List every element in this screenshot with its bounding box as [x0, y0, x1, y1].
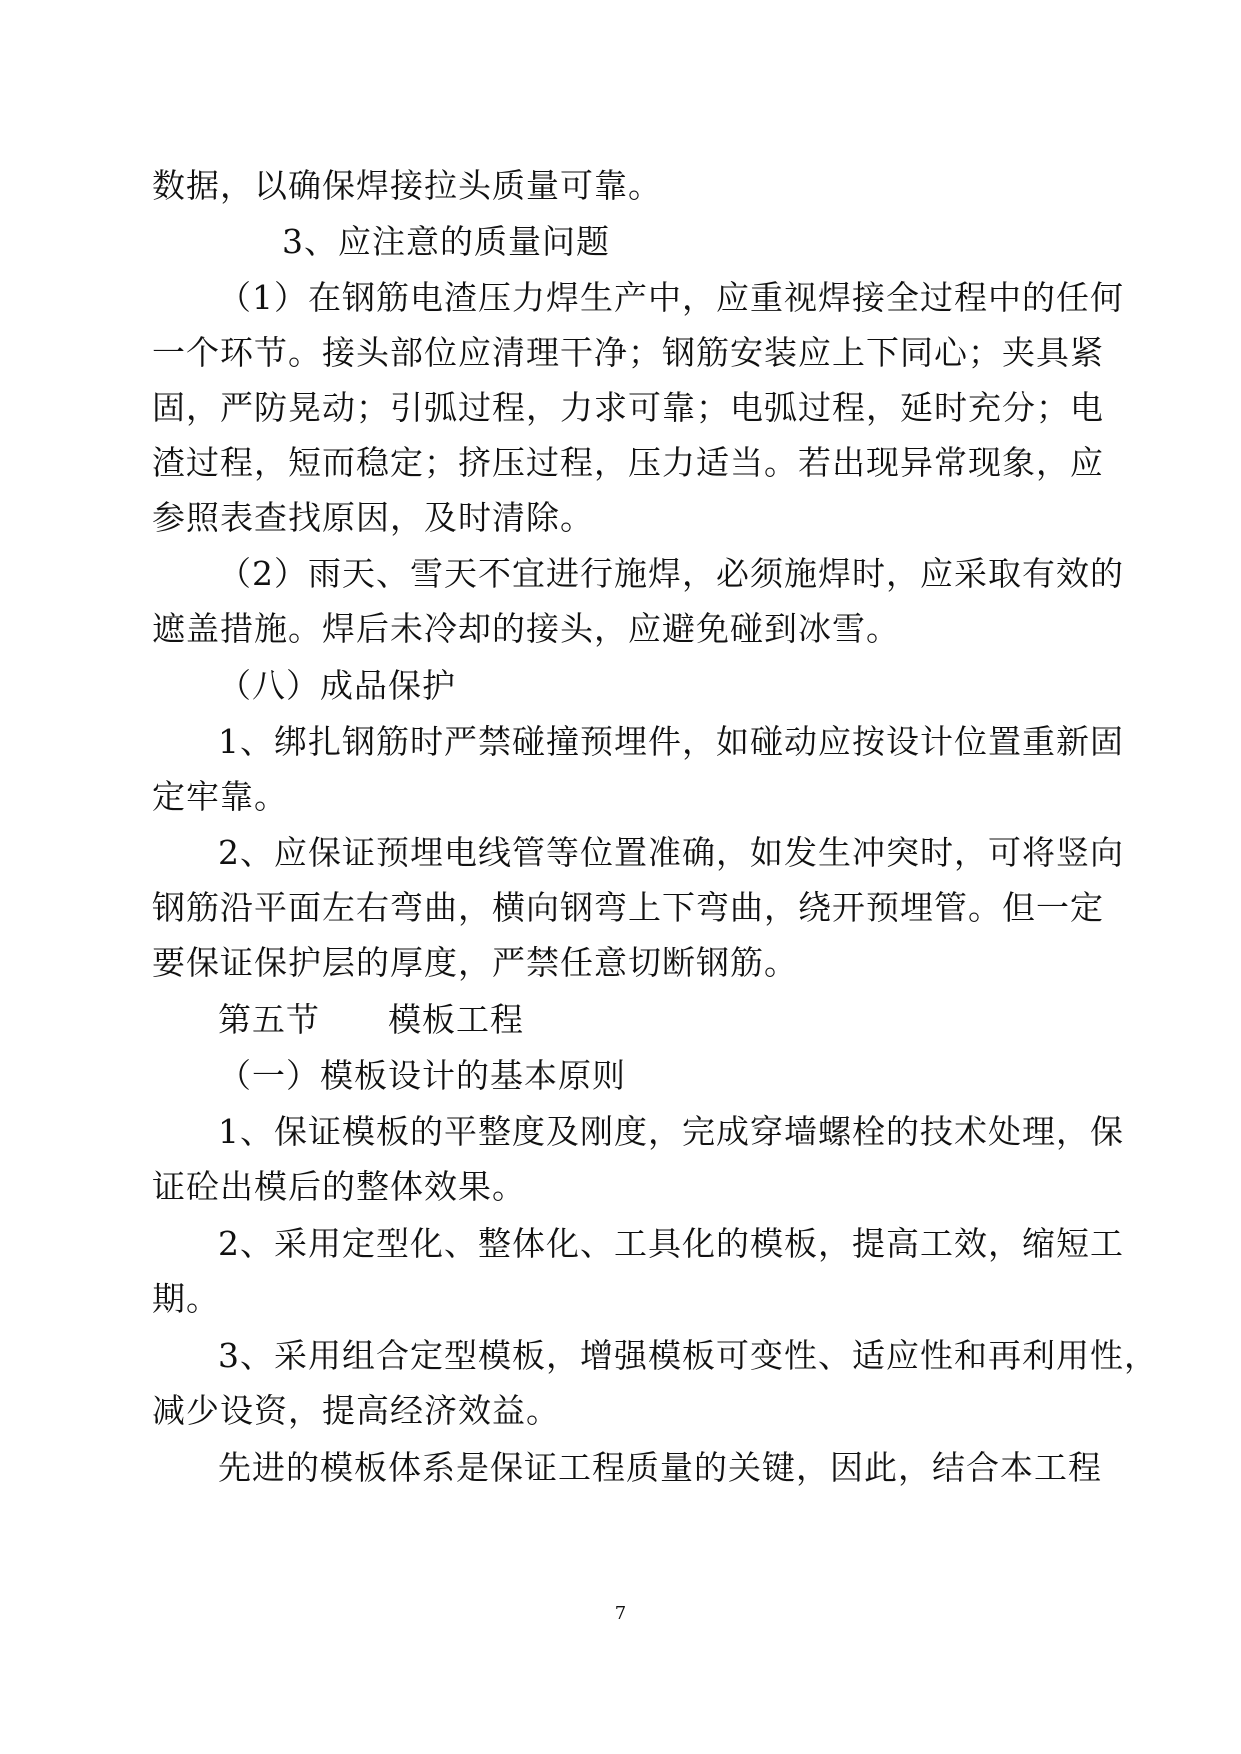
text-line-24: 先进的模板体系是保证工程质量的关键，因此，结合本工程	[218, 1448, 1102, 1487]
section-heading-product-protection: （八）成品保护	[218, 666, 456, 705]
text-line-4: 一个环节。接头部位应清理干净；钢筋安装应上下同心；夹具紧	[152, 333, 1104, 372]
text-line-18: 1、保证模板的平整度及刚度，完成穿墙螺栓的技术处理，保	[218, 1112, 1124, 1151]
text-line-21: 期。	[152, 1279, 220, 1318]
text-line-5: 固，严防晃动；引弧过程，力求可靠；电弧过程，延时充分；电	[152, 388, 1104, 427]
text-line-13: 2、应保证预埋电线管等位置准确，如发生冲突时，可将竖向	[218, 833, 1124, 872]
section-heading-formwork-principles: （一）模板设计的基本原则	[218, 1056, 626, 1095]
text-line-1: 数据，以确保焊接拉头质量可靠。	[152, 166, 662, 205]
text-line-9: 遮盖措施。焊后未冷却的接头，应避免碰到冰雪。	[152, 609, 900, 648]
text-line-22: 3、采用组合定型模板，增强模板可变性、适应性和再利用性，	[218, 1336, 1158, 1375]
text-line-15: 要保证保护层的厚度，严禁任意切断钢筋。	[152, 943, 798, 982]
text-line-12: 定牢靠。	[152, 777, 288, 816]
text-line-19: 证砼出模后的整体效果。	[152, 1167, 526, 1206]
subheading-quality-issues: 3、应注意的质量问题	[282, 222, 610, 261]
text-line-23: 减少设资，提高经济效益。	[152, 1391, 560, 1430]
page-number: 7	[614, 1603, 627, 1624]
text-line-14: 钢筋沿平面左右弯曲，横向钢弯上下弯曲，绕开预埋管。但一定	[152, 888, 1104, 927]
text-line-8: （2）雨天、雪天不宜进行施焊，必须施焊时，应采取有效的	[218, 554, 1124, 593]
text-line-20: 2、采用定型化、整体化、工具化的模板，提高工效，缩短工	[218, 1224, 1124, 1263]
text-line-7: 参照表查找原因，及时清除。	[152, 498, 594, 537]
text-line-11: 1、绑扎钢筋时严禁碰撞预埋件，如碰动应按设计位置重新固	[218, 722, 1124, 761]
text-line-3: （1）在钢筋电渣压力焊生产中，应重视焊接全过程中的任何	[218, 278, 1124, 317]
text-line-6: 渣过程，短而稳定；挤压过程，压力适当。若出现异常现象，应	[152, 443, 1104, 482]
chapter-heading-formwork: 第五节 模板工程	[218, 1000, 524, 1039]
